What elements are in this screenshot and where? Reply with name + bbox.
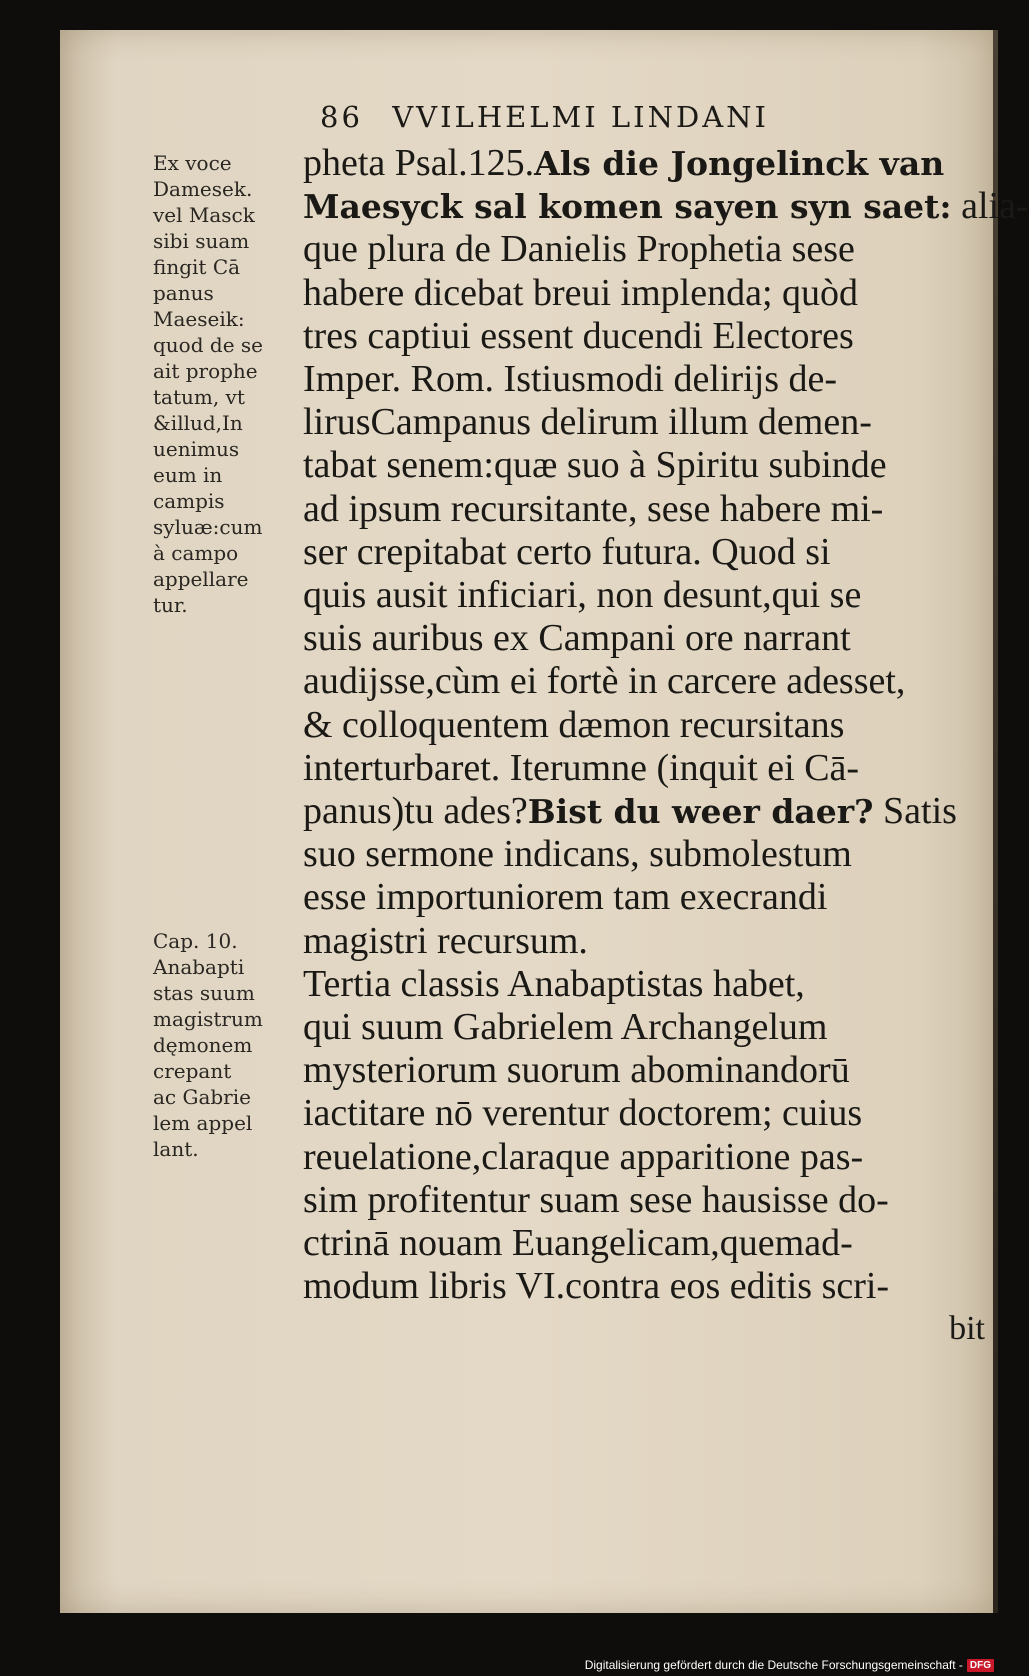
line-text: qui suum Gabrielem Archangelum <box>303 1006 828 1048</box>
margin-note: Ex voce Damesek. vel Masck sibi suam fingit Cā panus Maeseik: quod de se ait prophe tatum, vt &illud,In uenimus eum in campis syluæ:cum à campo appellare tur. <box>153 151 263 617</box>
line-text: tabat senem:quæ suo à Spiritu subinde <box>303 444 887 487</box>
text-line <box>303 572 861 618</box>
line-text: panus)tu ades? <box>303 790 528 832</box>
text-line <box>303 226 855 272</box>
blackletter-quote: Maesyck sal komen sayen syn saet: <box>303 187 952 227</box>
line-text: tres captiui essent ducendi Electores <box>303 314 854 357</box>
text-line <box>303 918 588 964</box>
line-text: ctrinā nouam Euangelicam,quemad- <box>303 1222 853 1264</box>
text-line <box>303 745 859 791</box>
line-text: Tertia classis Anabaptistas habet, <box>303 962 805 1005</box>
line-text: interturbaret. Iterumne (inquit ei Cā- <box>303 746 860 789</box>
line-text: esse importuniorem tam execrandi <box>303 876 828 919</box>
line-text: habere dicebat breui implenda; quòd <box>303 271 859 314</box>
text-line <box>303 1220 853 1266</box>
text-line <box>303 399 872 445</box>
line-text: ad ipsum recursitante, sese habere mi- <box>303 487 884 530</box>
line-text: modum libris VI.contra eos editis scri- <box>303 1265 890 1308</box>
text-line <box>303 486 883 532</box>
text-line <box>949 1306 985 1352</box>
line-text: reuelatione,claraque apparitione pas- <box>303 1135 864 1178</box>
text-line <box>303 961 805 1007</box>
line-text: audijsse,cùm ei fortè in carcere adesset, <box>303 660 906 703</box>
text-line <box>303 658 905 704</box>
line-text: alia- <box>951 185 1029 228</box>
line-text: que plura de Danielis Prophetia sese <box>303 228 855 271</box>
line-text: bit <box>949 1310 985 1348</box>
text-line <box>303 140 944 186</box>
running-header <box>320 100 940 140</box>
text-line <box>303 270 858 316</box>
text-line <box>303 1090 862 1136</box>
line-text: Imper. Rom. Istiusmodi delirijs de- <box>303 358 838 400</box>
digitization-credit <box>585 1656 994 1674</box>
line-text: quis ausit inficiari, non desunt,qui se <box>303 574 862 616</box>
running-title: VVILHELMI LINDANI <box>392 100 770 134</box>
credit-text: Digitalisierung gefördert durch die Deutsche Forschungsgemeinschaft - <box>584 1658 963 1672</box>
text-line <box>303 831 852 877</box>
margin-note: Cap. 10. Anabapti stas suum magistrum dęmonem crepant ac Gabrie lem appel lant. <box>153 929 263 1161</box>
line-text: magistri recursum. <box>303 919 588 962</box>
line-text: suis auribus ex Campani ore narrant <box>303 617 851 660</box>
text-line <box>303 313 854 359</box>
text-line <box>303 1047 850 1093</box>
text-line <box>303 1004 828 1050</box>
text-line <box>303 356 837 402</box>
text-line <box>303 1263 889 1309</box>
dfg-logo: DFG <box>967 1659 994 1672</box>
line-text: pheta Psal.125. <box>303 142 535 184</box>
line-text: sim profitentur suam sese hausisse do- <box>303 1178 889 1221</box>
line-text: & colloquentem dæmon recursitans <box>303 703 845 746</box>
line-text: mysteriorum suorum abominandorū <box>303 1049 850 1092</box>
line-text: Satis <box>873 790 957 832</box>
blackletter-quote: Bist du weer daer? <box>527 792 874 831</box>
text-line <box>303 788 957 834</box>
text-line <box>303 442 887 488</box>
line-text: suo sermone indicans, submolestum <box>303 833 852 876</box>
text-line <box>303 529 831 575</box>
page-edge <box>993 30 998 1613</box>
text-line <box>303 1177 889 1223</box>
page-number: 86 <box>320 100 363 134</box>
text-line <box>303 1134 863 1180</box>
text-line <box>303 874 827 920</box>
line-text: ser crepitabat certo futura. Quod si <box>303 530 831 573</box>
line-text: iactitare nō verentur doctorem; cuius <box>303 1092 863 1135</box>
text-line <box>303 702 844 748</box>
text-line <box>303 615 851 661</box>
blackletter-quote: Als die Jongelinck van <box>534 144 945 183</box>
line-text: lirusCampanus delirum illum demen- <box>303 401 872 444</box>
text-line <box>303 183 1029 229</box>
